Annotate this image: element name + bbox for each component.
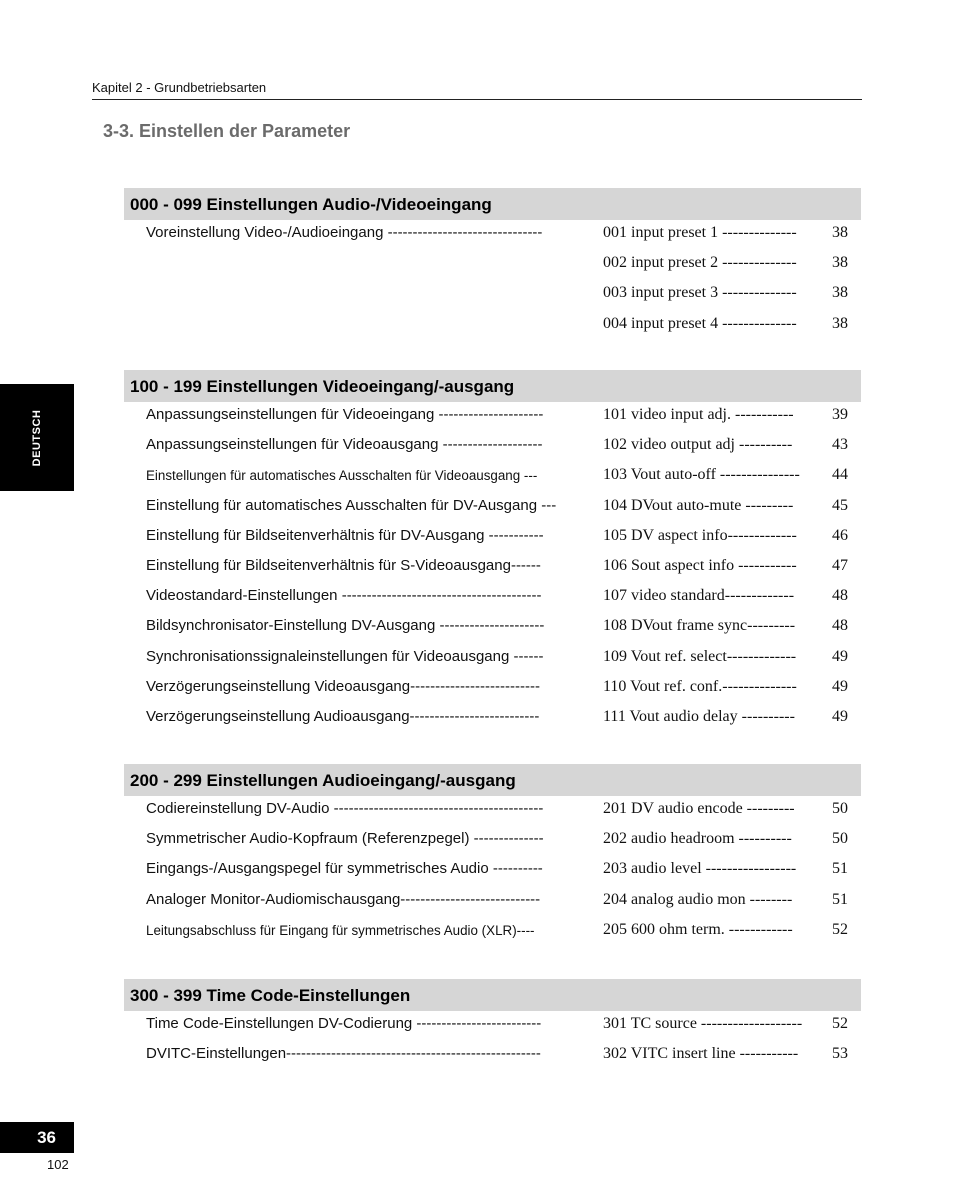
parameter-row	[124, 856, 861, 886]
group-heading: 300 - 399 Time Code-Einstellungen	[124, 979, 861, 1011]
parameter-description: Voreinstellung Video-/Audioeingang -------------------------------	[146, 224, 543, 241]
parameter-row	[124, 1041, 861, 1071]
parameter-description: Analoger Monitor-Audiomischausgang----------------------------	[146, 890, 541, 908]
page-reference: 43	[832, 436, 848, 454]
parameter-description: Anpassungseinstellungen für Videoeingang ---------------------	[146, 406, 544, 423]
page-reference: 47	[832, 556, 848, 574]
parameter-row	[124, 1011, 861, 1041]
page-reference: 46	[832, 526, 848, 544]
parameter-row	[124, 613, 861, 643]
parameter-row	[124, 553, 861, 583]
parameter-row	[124, 402, 861, 432]
parameter-code: 202 audio headroom ----------	[603, 830, 792, 848]
group-heading: 100 - 199 Einstellungen Videoeingang/-ausgang	[124, 370, 861, 402]
page-reference: 45	[832, 496, 848, 514]
parameter-code: 106 Sout aspect info -----------	[603, 556, 797, 574]
group-heading: 200 - 299 Einstellungen Audioeingang/-ausgang	[124, 764, 861, 796]
parameter-row	[124, 887, 861, 917]
page-reference: 51	[832, 860, 848, 878]
page-reference: 52	[832, 1015, 848, 1032]
parameter-description: Anpassungseinstellungen für Videoausgang --------------------	[146, 436, 543, 454]
parameter-description: Eingangs-/Ausgangspegel für symmetrisches Audio ----------	[146, 860, 543, 878]
parameter-description: Codiereinstellung DV-Audio ------------------------------------------	[146, 800, 544, 817]
page-reference: 38	[832, 224, 848, 241]
parameter-row	[124, 311, 861, 341]
parameter-code: 104 DVout auto-mute ---------	[603, 496, 794, 514]
parameter-group	[124, 979, 861, 1071]
header-rule	[92, 99, 862, 100]
parameter-row	[124, 280, 861, 310]
parameter-code: 101 video input adj. -----------	[603, 406, 794, 423]
parameter-row	[124, 826, 861, 856]
page-reference: 51	[832, 890, 848, 908]
parameter-code: 002 input preset 2 --------------	[603, 254, 797, 272]
parameter-code: 004 input preset 4 --------------	[603, 314, 797, 332]
parameter-row	[124, 917, 861, 947]
parameter-row	[124, 644, 861, 674]
parameter-row	[124, 493, 861, 523]
parameter-code: 301 TC source -------------------	[603, 1015, 803, 1032]
parameter-description: Bildsynchronisator-Einstellung DV-Ausgang ---------------------	[146, 617, 545, 635]
parameter-description: Einstellungen für automatisches Ausschalten für Videoausgang ---	[146, 468, 538, 484]
page-reference: 39	[832, 406, 848, 423]
language-tab	[0, 384, 74, 491]
parameter-group	[124, 188, 861, 341]
page-reference: 48	[832, 617, 848, 635]
parameter-group	[124, 764, 861, 947]
page-reference: 38	[832, 254, 848, 272]
language-tab-label: DEUTSCH	[31, 409, 43, 466]
parameter-code: 109 Vout ref. select-------------	[603, 647, 797, 665]
parameter-description: Einstellung für automatisches Ausschalten für DV-Ausgang ---	[146, 496, 557, 514]
parameter-description: DVITC-Einstellungen---------------------------------------------------	[146, 1045, 541, 1063]
page-reference: 49	[832, 677, 848, 695]
page-reference: 38	[832, 284, 848, 302]
parameter-description: Time Code-Einstellungen DV-Codierung -------------------------	[146, 1015, 542, 1032]
section-title: 3-3. Einstellen der Parameter	[103, 121, 351, 141]
parameter-code: 003 input preset 3 --------------	[603, 284, 797, 302]
page-reference: 50	[832, 800, 848, 817]
chapter-header: Kapitel 2 - Grundbetriebsarten	[92, 80, 267, 95]
parameter-code: 201 DV audio encode ---------	[603, 800, 795, 817]
parameter-code: 203 audio level -----------------	[603, 860, 797, 878]
page-number: 36	[0, 1122, 74, 1153]
parameter-row	[124, 674, 861, 704]
parameter-row	[124, 704, 861, 734]
parameter-row	[124, 796, 861, 826]
parameter-row	[124, 583, 861, 613]
page-reference: 48	[832, 587, 848, 605]
parameter-code: 107 video standard-------------	[603, 587, 795, 605]
parameter-description: Verzögerungseinstellung Videoausgang--------------------------	[146, 677, 540, 695]
page-sub-number: 102	[47, 1157, 69, 1172]
parameter-row	[124, 523, 861, 553]
parameter-description: Einstellung für Bildseitenverhältnis für S-Videoausgang------	[146, 556, 541, 574]
parameter-code: 105 DV aspect info-------------	[603, 526, 797, 544]
parameter-row	[124, 462, 861, 492]
parameter-description: Synchronisationssignaleinstellungen für Videoausgang ------	[146, 647, 544, 665]
parameter-description: Symmetrischer Audio-Kopfraum (Referenzpegel) --------------	[146, 830, 544, 848]
parameter-code: 111 Vout audio delay ----------	[603, 707, 795, 725]
parameter-code: 103 Vout auto-off ---------------	[603, 466, 800, 484]
parameter-group	[124, 370, 861, 734]
parameter-code: 205 600 ohm term. ------------	[603, 920, 793, 938]
page-reference: 49	[832, 707, 848, 725]
page-reference: 38	[832, 314, 848, 332]
parameter-row	[124, 250, 861, 280]
page-reference: 50	[832, 830, 848, 848]
parameter-code: 302 VITC insert line -----------	[603, 1045, 799, 1063]
parameter-description: Videostandard-Einstellungen ----------------------------------------	[146, 587, 542, 605]
group-heading: 000 - 099 Einstellungen Audio-/Videoeingang	[124, 188, 861, 220]
parameter-row	[124, 432, 861, 462]
page-reference: 52	[832, 920, 848, 938]
parameter-code: 102 video output adj ----------	[603, 436, 793, 454]
parameter-code: 204 analog audio mon --------	[603, 890, 793, 908]
parameter-description: Einstellung für Bildseitenverhältnis für DV-Ausgang -----------	[146, 526, 544, 544]
page-reference: 49	[832, 647, 848, 665]
page-reference: 44	[832, 466, 848, 484]
parameter-code: 001 input preset 1 --------------	[603, 224, 797, 241]
parameter-row	[124, 220, 861, 250]
parameter-description: Leitungsabschluss für Eingang für symmetrisches Audio (XLR)----	[146, 922, 535, 938]
parameter-description: Verzögerungseinstellung Audioausgang--------------------------	[146, 707, 540, 725]
page-reference: 53	[832, 1045, 848, 1063]
parameter-code: 110 Vout ref. conf.--------------	[603, 677, 797, 695]
parameter-code: 108 DVout frame sync---------	[603, 617, 796, 635]
